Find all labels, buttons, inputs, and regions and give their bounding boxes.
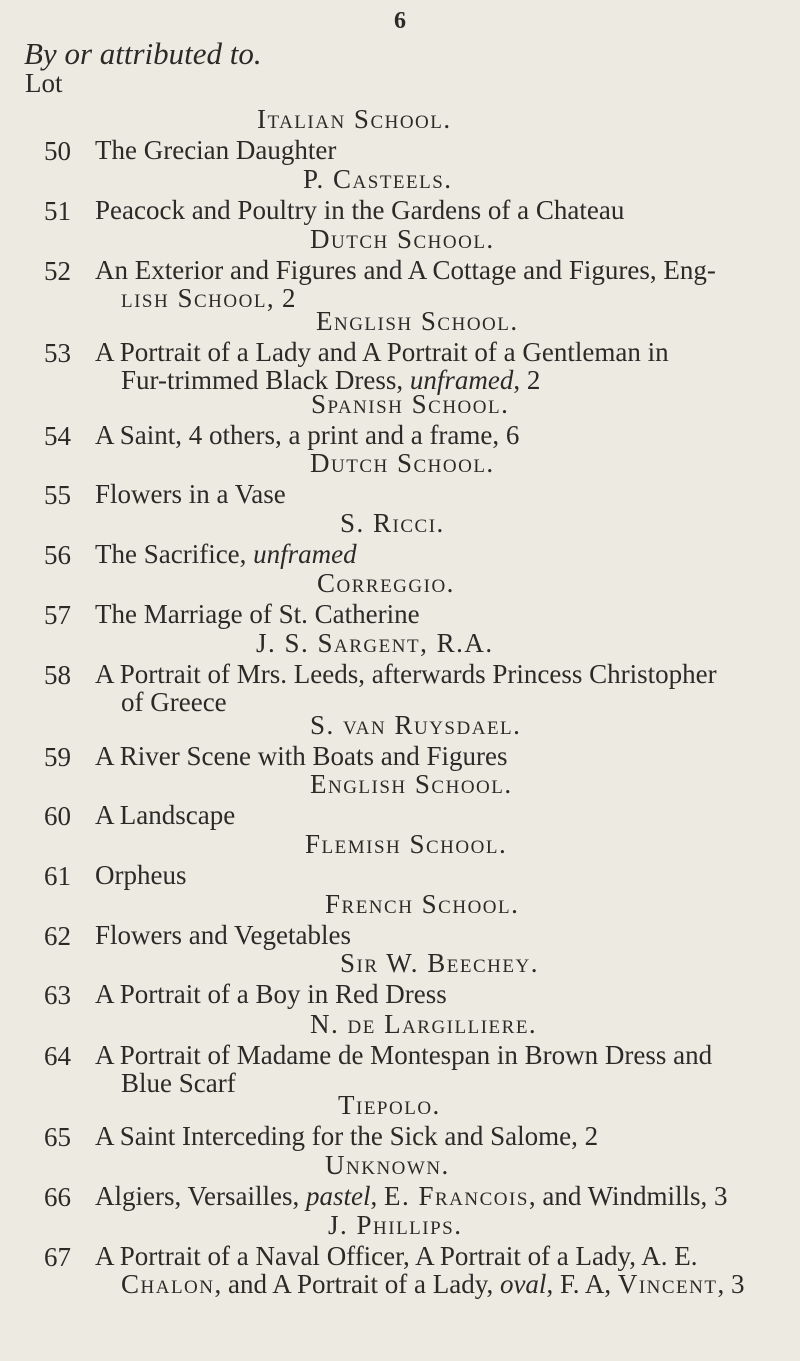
lot-title: A River Scene with Boats and Figures xyxy=(95,741,508,771)
lot-attribution: S. van Ruysdael. xyxy=(310,710,522,740)
lot-number: 51 xyxy=(44,196,71,226)
lot-number: 65 xyxy=(44,1122,71,1152)
lot-title-continuation: Blue Scarf xyxy=(121,1068,236,1098)
lot-title: A Portrait of a Boy in Red Dress xyxy=(95,979,447,1009)
lot-attribution: Dutch School. xyxy=(310,224,495,254)
lot-title-continuation: of Greece xyxy=(121,687,227,717)
lot-title-text: , F. A, xyxy=(546,1269,618,1299)
lot-number: 58 xyxy=(44,660,71,690)
lot-title-text: , and Windmills, 3 xyxy=(528,1181,728,1211)
lot-title-text: Fur-trimmed Black Dress, xyxy=(121,365,410,395)
lot-title-text: Algiers, Versailles, xyxy=(95,1181,306,1211)
artist-name: E. Francois xyxy=(383,1181,529,1211)
lot-column-heading: Lot xyxy=(25,68,63,98)
lot-title: Flowers and Vegetables xyxy=(95,920,351,950)
lot-attribution: Unknown. xyxy=(325,1150,450,1180)
lot-title xyxy=(95,338,782,394)
school-name: lish School, xyxy=(121,283,276,313)
lot-title-text: , xyxy=(370,1181,384,1211)
lot-attribution: N. de Largilliere. xyxy=(310,1009,538,1039)
artist-name: Vincent xyxy=(617,1269,718,1299)
lot-number: 62 xyxy=(44,921,71,951)
lot-title-line: A Portrait of a Naval Officer, A Portrait of a Lady, A. E. xyxy=(95,1241,698,1271)
lot-title-continuation xyxy=(95,1270,782,1298)
lot-number: 60 xyxy=(44,801,71,831)
lot-title: Flowers in a Vase xyxy=(95,479,286,509)
lot-note-italic: pastel xyxy=(305,1181,371,1211)
lot-number: 57 xyxy=(44,600,71,630)
lot-attribution: Correggio. xyxy=(317,568,455,598)
lot-title-line: A Portrait of Mrs. Leeds, afterwards Princess Christopher xyxy=(95,659,717,689)
lot-attribution: Spanish School. xyxy=(311,389,510,419)
lot-title xyxy=(95,1242,782,1298)
lot-title-line: A Portrait of a Lady and A Portrait of a Gentleman in xyxy=(95,337,669,367)
lot-number: 56 xyxy=(44,540,71,570)
lot-number: 63 xyxy=(44,980,71,1010)
lot-title: Orpheus xyxy=(95,860,187,890)
lot-title xyxy=(95,540,782,568)
lot-title xyxy=(95,1182,782,1210)
lot-attribution: English School. xyxy=(310,769,513,799)
lot-title: A Saint, 4 others, a print and a frame, 6 xyxy=(95,420,520,450)
lot-attribution: J. S. Sargent, R.A. xyxy=(256,628,494,658)
lot-attribution: Flemish School. xyxy=(305,829,508,859)
lot-attribution: Sir W. Beechey. xyxy=(340,948,539,978)
lot-attribution: Dutch School. xyxy=(310,448,495,478)
lot-title-text: The Sacrifice, xyxy=(95,539,254,569)
lot-number: 53 xyxy=(44,338,71,368)
lot-title: The Grecian Daughter xyxy=(95,135,337,165)
lot-attribution: Italian School. xyxy=(257,104,452,134)
lot-number: 55 xyxy=(44,480,71,510)
lot-number: 50 xyxy=(44,136,71,166)
lot-number: 52 xyxy=(44,256,71,286)
lot-title xyxy=(95,1041,782,1097)
lot-quantity: 2 xyxy=(275,283,296,313)
lot-number: 59 xyxy=(44,742,71,772)
page-number: 6 xyxy=(394,8,406,34)
lot-title-line: An Exterior and Figures and A Cottage and Figures, Eng- xyxy=(95,255,716,285)
page-header: By or attributed to. xyxy=(24,36,262,71)
lot-note-italic: oval xyxy=(499,1269,547,1299)
lot-note-italic: unframed xyxy=(409,365,514,395)
lot-attribution: English School. xyxy=(316,306,519,336)
lot-attribution: J. Phillips. xyxy=(328,1210,463,1240)
lot-number: 66 xyxy=(44,1182,71,1212)
lot-title: Peacock and Poultry in the Gardens of a Chateau xyxy=(95,195,625,225)
lot-title-text: , and A Portrait of a Lady, xyxy=(214,1269,500,1299)
lot-attribution: French School. xyxy=(325,889,520,919)
lot-attribution: S. Ricci. xyxy=(340,508,445,538)
lot-attribution: Tiepolo. xyxy=(338,1090,441,1120)
lot-attribution: P. Casteels. xyxy=(303,164,453,194)
lot-number: 61 xyxy=(44,861,71,891)
lot-title: A Saint Interceding for the Sick and Salome, 2 xyxy=(95,1121,599,1151)
lot-title xyxy=(95,256,782,312)
lot-number: 54 xyxy=(44,421,71,451)
lot-note-italic: unframed xyxy=(253,539,357,569)
lot-number: 64 xyxy=(44,1041,71,1071)
artist-name: Chalon xyxy=(121,1269,215,1299)
lot-title: The Marriage of St. Catherine xyxy=(95,599,420,629)
lot-title xyxy=(95,660,782,716)
lot-title-line: A Portrait of Madame de Montespan in Brown Dress and xyxy=(95,1040,713,1070)
lot-quantity: , 2 xyxy=(513,365,541,395)
lot-number: 67 xyxy=(44,1242,71,1272)
lot-quantity: , 3 xyxy=(717,1269,745,1299)
lot-title: A Landscape xyxy=(95,800,236,830)
